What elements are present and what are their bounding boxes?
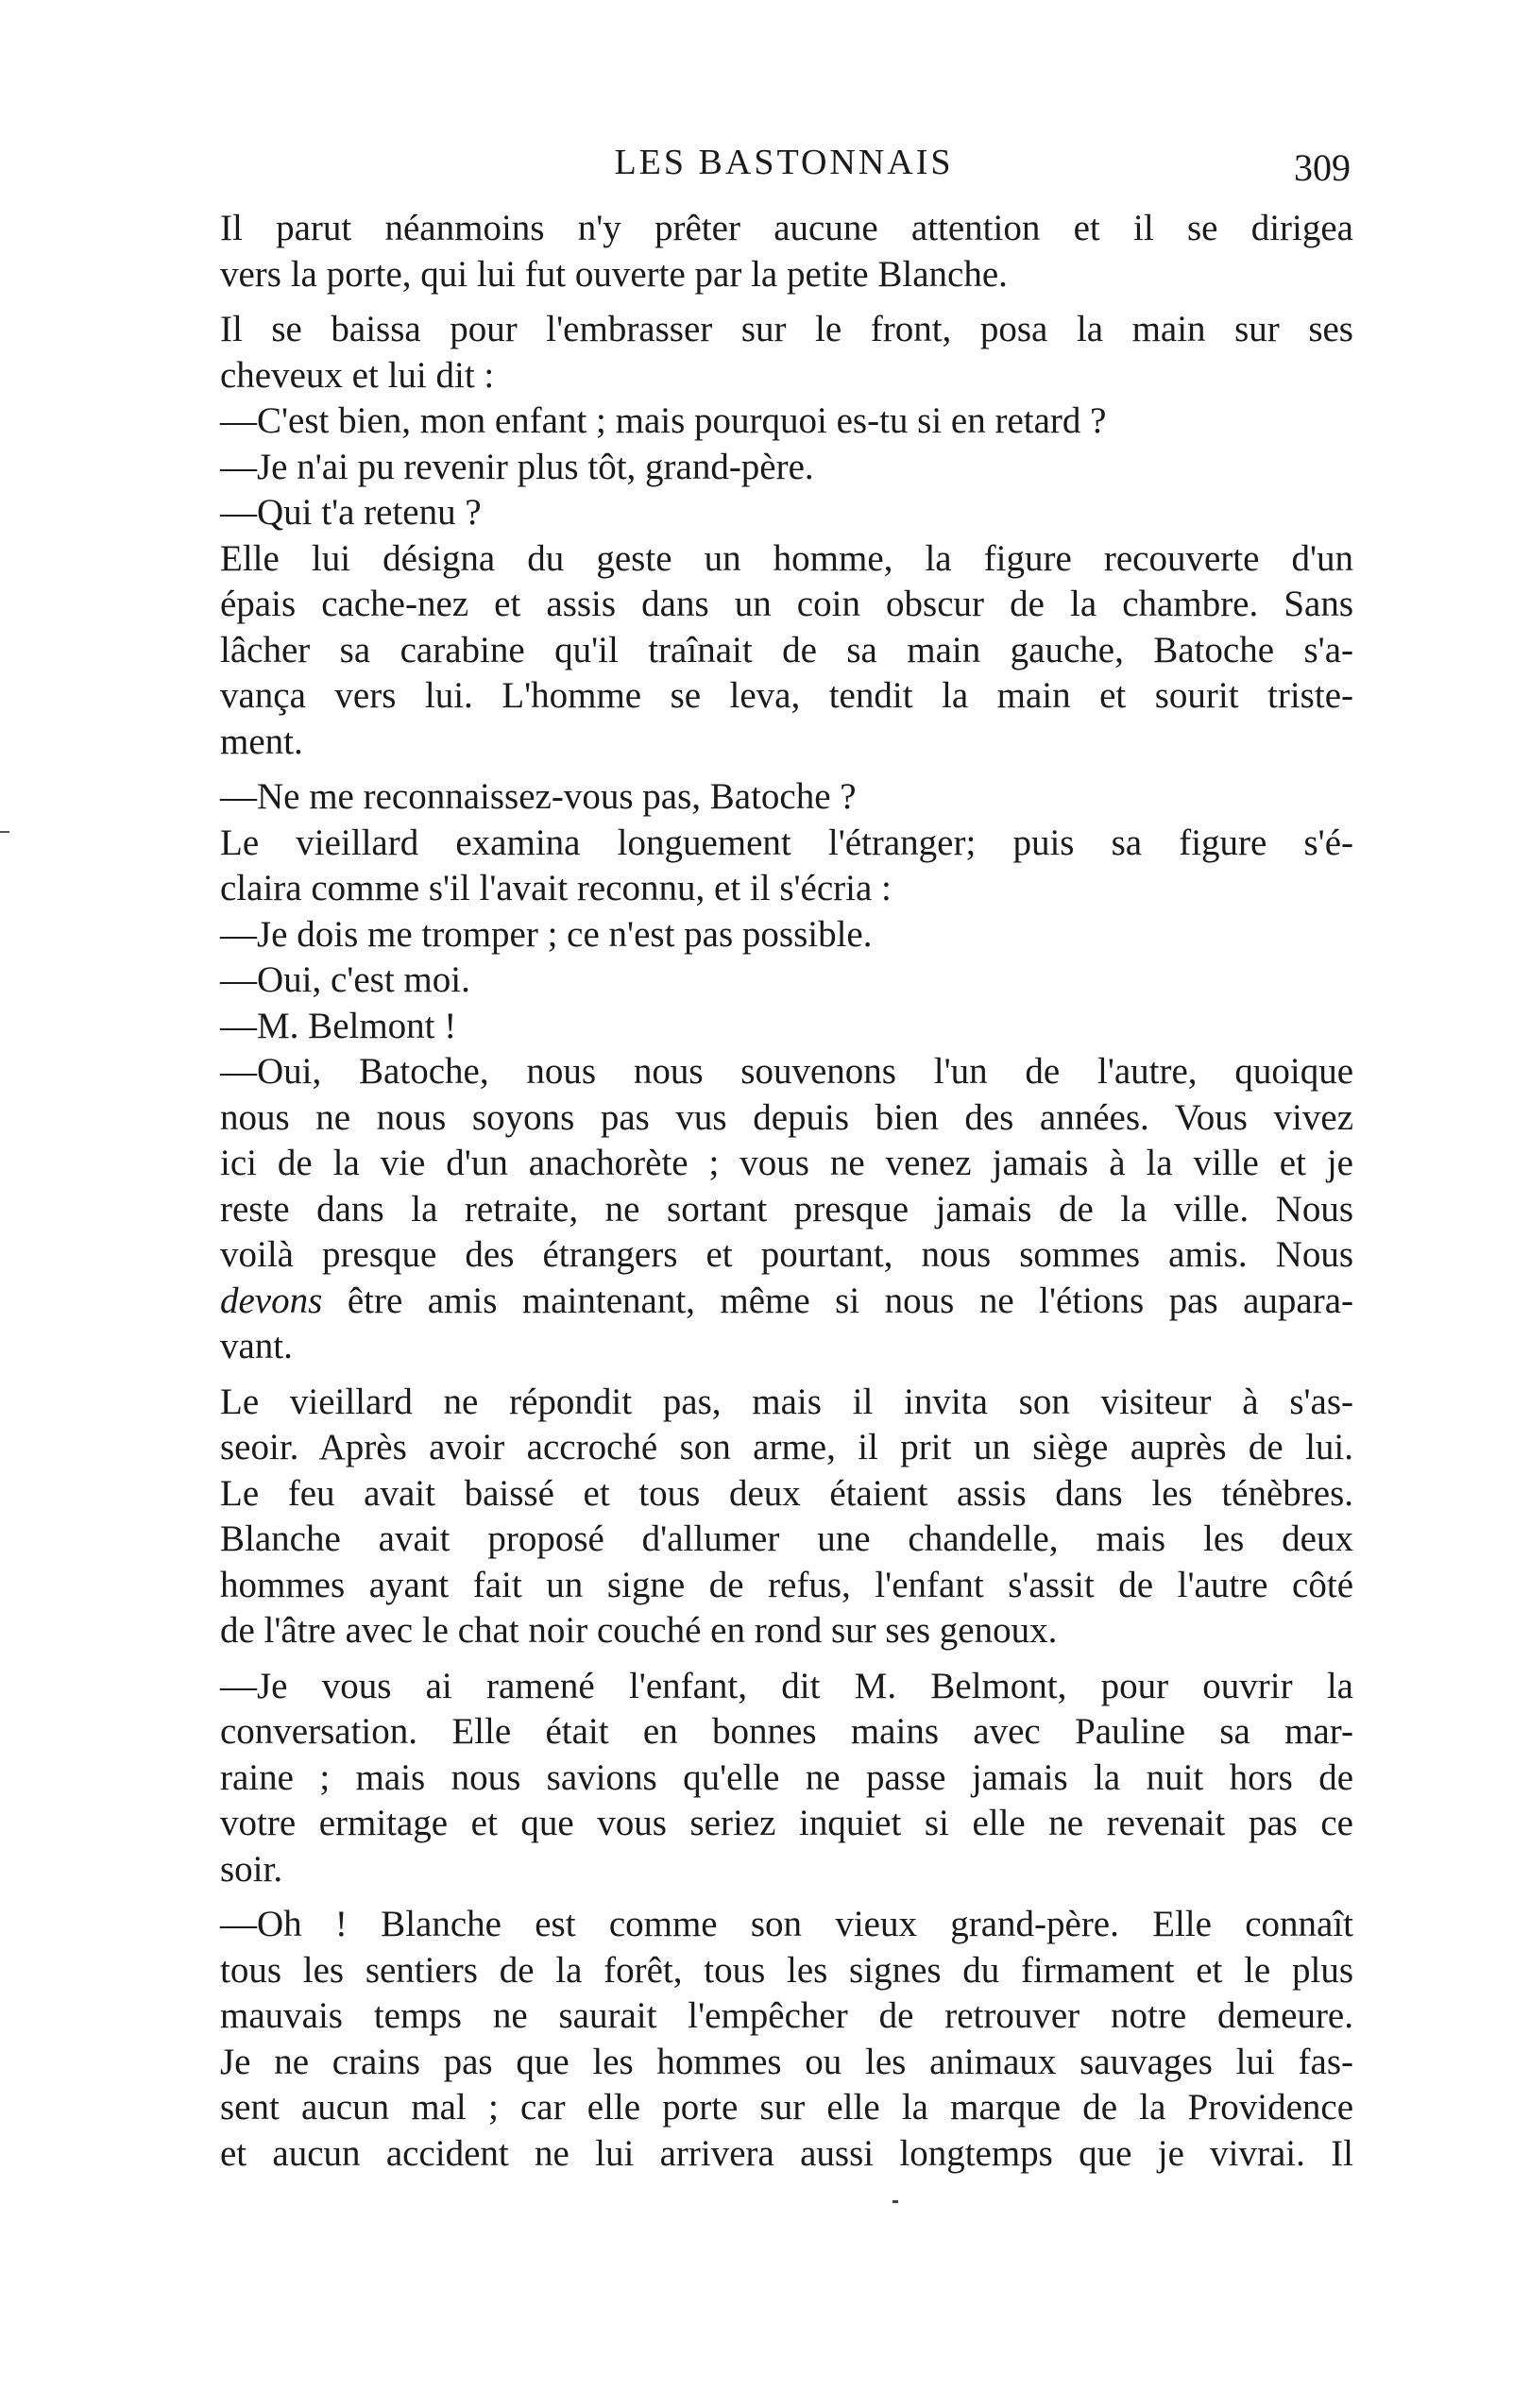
italic-word: devons (220, 1280, 323, 1321)
text-line: Blanche avait proposé d'allumer une chandelle, mais les deux (220, 1518, 1353, 1559)
text-line: —Oh ! Blanche est comme son vieux grand-père. Elle connaît (220, 1904, 1353, 1944)
text-line: —M. Belmont ! (220, 1005, 457, 1046)
text-line: sent aucun mal ; car elle porte sur elle la marque de la Providence (220, 2087, 1353, 2128)
text-line: lâcher sa carabine qu'il traînait de sa main gauche, Batoche s'a- (220, 629, 1353, 670)
text-line: reste dans la retraite, ne sortant presque jamais de la ville. Nous (220, 1188, 1353, 1229)
text-line: —Je n'ai pu revenir plus tôt, grand-père. (220, 446, 814, 487)
text-line: ici de la vie d'un anachorète ; vous ne venez jamais à la ville et je (220, 1143, 1353, 1183)
text-line: vers la porte, qui lui fut ouverte par la petite Blanche. (220, 253, 1008, 295)
text-line: —Je dois me tromper ; ce n'est pas possible. (220, 913, 873, 955)
text-line: Le feu avait baissé et tous deux étaient assis dans les ténèbres. (220, 1472, 1353, 1514)
text-line: cheveux et lui dit : (220, 354, 495, 396)
text-line: —C'est bien, mon enfant ; mais pourquoi es-tu si en retard ? (220, 400, 1107, 441)
text-line: conversation. Elle était en bonnes mains avec Pauline sa mar- (220, 1711, 1353, 1752)
text-line: voilà presque des étrangers et pourtant, nous sommes amis. Nous (220, 1234, 1353, 1275)
text-line: tous les sentiers de la forêt, tous les signes du firmament et le plus (220, 1949, 1353, 1991)
text-line: soir. (220, 1848, 283, 1890)
margin-mark (0, 831, 9, 833)
text-line: ment. (220, 721, 303, 762)
text-line: et aucun accident ne lui arrivera aussi longtemps que je vivrai. Il (220, 2132, 1353, 2174)
text-line: —Ne me reconnaissez-vous pas, Batoche ? (220, 776, 857, 817)
body-text (220, 206, 1353, 2177)
text-line-with-italic (220, 1279, 1353, 1325)
text-line: —Je vous ai ramené l'enfant, dit M. Belmont, pour ouvrir la (220, 1665, 1353, 1706)
page-number: 309 (1294, 146, 1351, 189)
text-line: mauvais temps ne saurait l'empêcher de retrouver notre demeure. (220, 1995, 1353, 2036)
text-line: Il se baissa pour l'embrasser sur le front, posa la main sur ses (220, 309, 1353, 349)
text-line: —Oui, c'est moi. (220, 959, 470, 1000)
text-line: —Oui, Batoche, nous nous souvenons l'un de l'autre, quoique (220, 1051, 1353, 1092)
text-line: Le vieillard ne répondit pas, mais il invita son visiteur à s'as- (220, 1381, 1353, 1422)
text-line: raine ; mais nous savions qu'elle ne passe jamais la nuit hors de (220, 1756, 1353, 1798)
text-line: Il parut néanmoins n'y prêter aucune attention et il se dirigea (220, 208, 1353, 248)
text-line: Je ne crains pas que les hommes ou les animaux sauvages lui fas- (220, 2041, 1353, 2082)
text-line: vança vers lui. L'homme se leva, tendit la main et sourit triste- (220, 675, 1353, 716)
text-line: —Qui t'a retenu ? (220, 492, 482, 533)
text-line: Le vieillard examina longuement l'étranger; puis sa figure s'é- (220, 822, 1353, 863)
text-line: votre ermitage et que vous seriez inquiet si elle ne revenait pas ce (220, 1803, 1353, 1843)
text-line: épais cache-nez et assis dans un coin obscur de la chambre. Sans (220, 584, 1353, 624)
text-line: seoir. Après avoir accroché son arme, il prit un siège auprès de lui. (220, 1427, 1353, 1467)
text-line: vant. (220, 1326, 293, 1366)
text-line: claira comme s'il l'avait reconnu, et il s'écria : (220, 868, 892, 908)
text-line: nous ne nous soyons pas vus depuis bien des années. Vous vivez (220, 1096, 1353, 1138)
text-line: de l'âtre avec le chat noir couché en rond sur ses genoux. (220, 1610, 1058, 1651)
running-header (217, 142, 1351, 198)
text-line: hommes ayant fait un signe de refus, l'enfant s'assit de l'autre côté (220, 1564, 1353, 1605)
running-title: LES BASTONNAIS (614, 143, 954, 182)
text-line: Elle lui désigna du geste un homme, la figure recouverte d'un (220, 537, 1353, 579)
bottom-mark (892, 2200, 898, 2203)
text-line-rest: être amis maintenant, même si nous ne l'étions pas aupara- (347, 1280, 1354, 1321)
